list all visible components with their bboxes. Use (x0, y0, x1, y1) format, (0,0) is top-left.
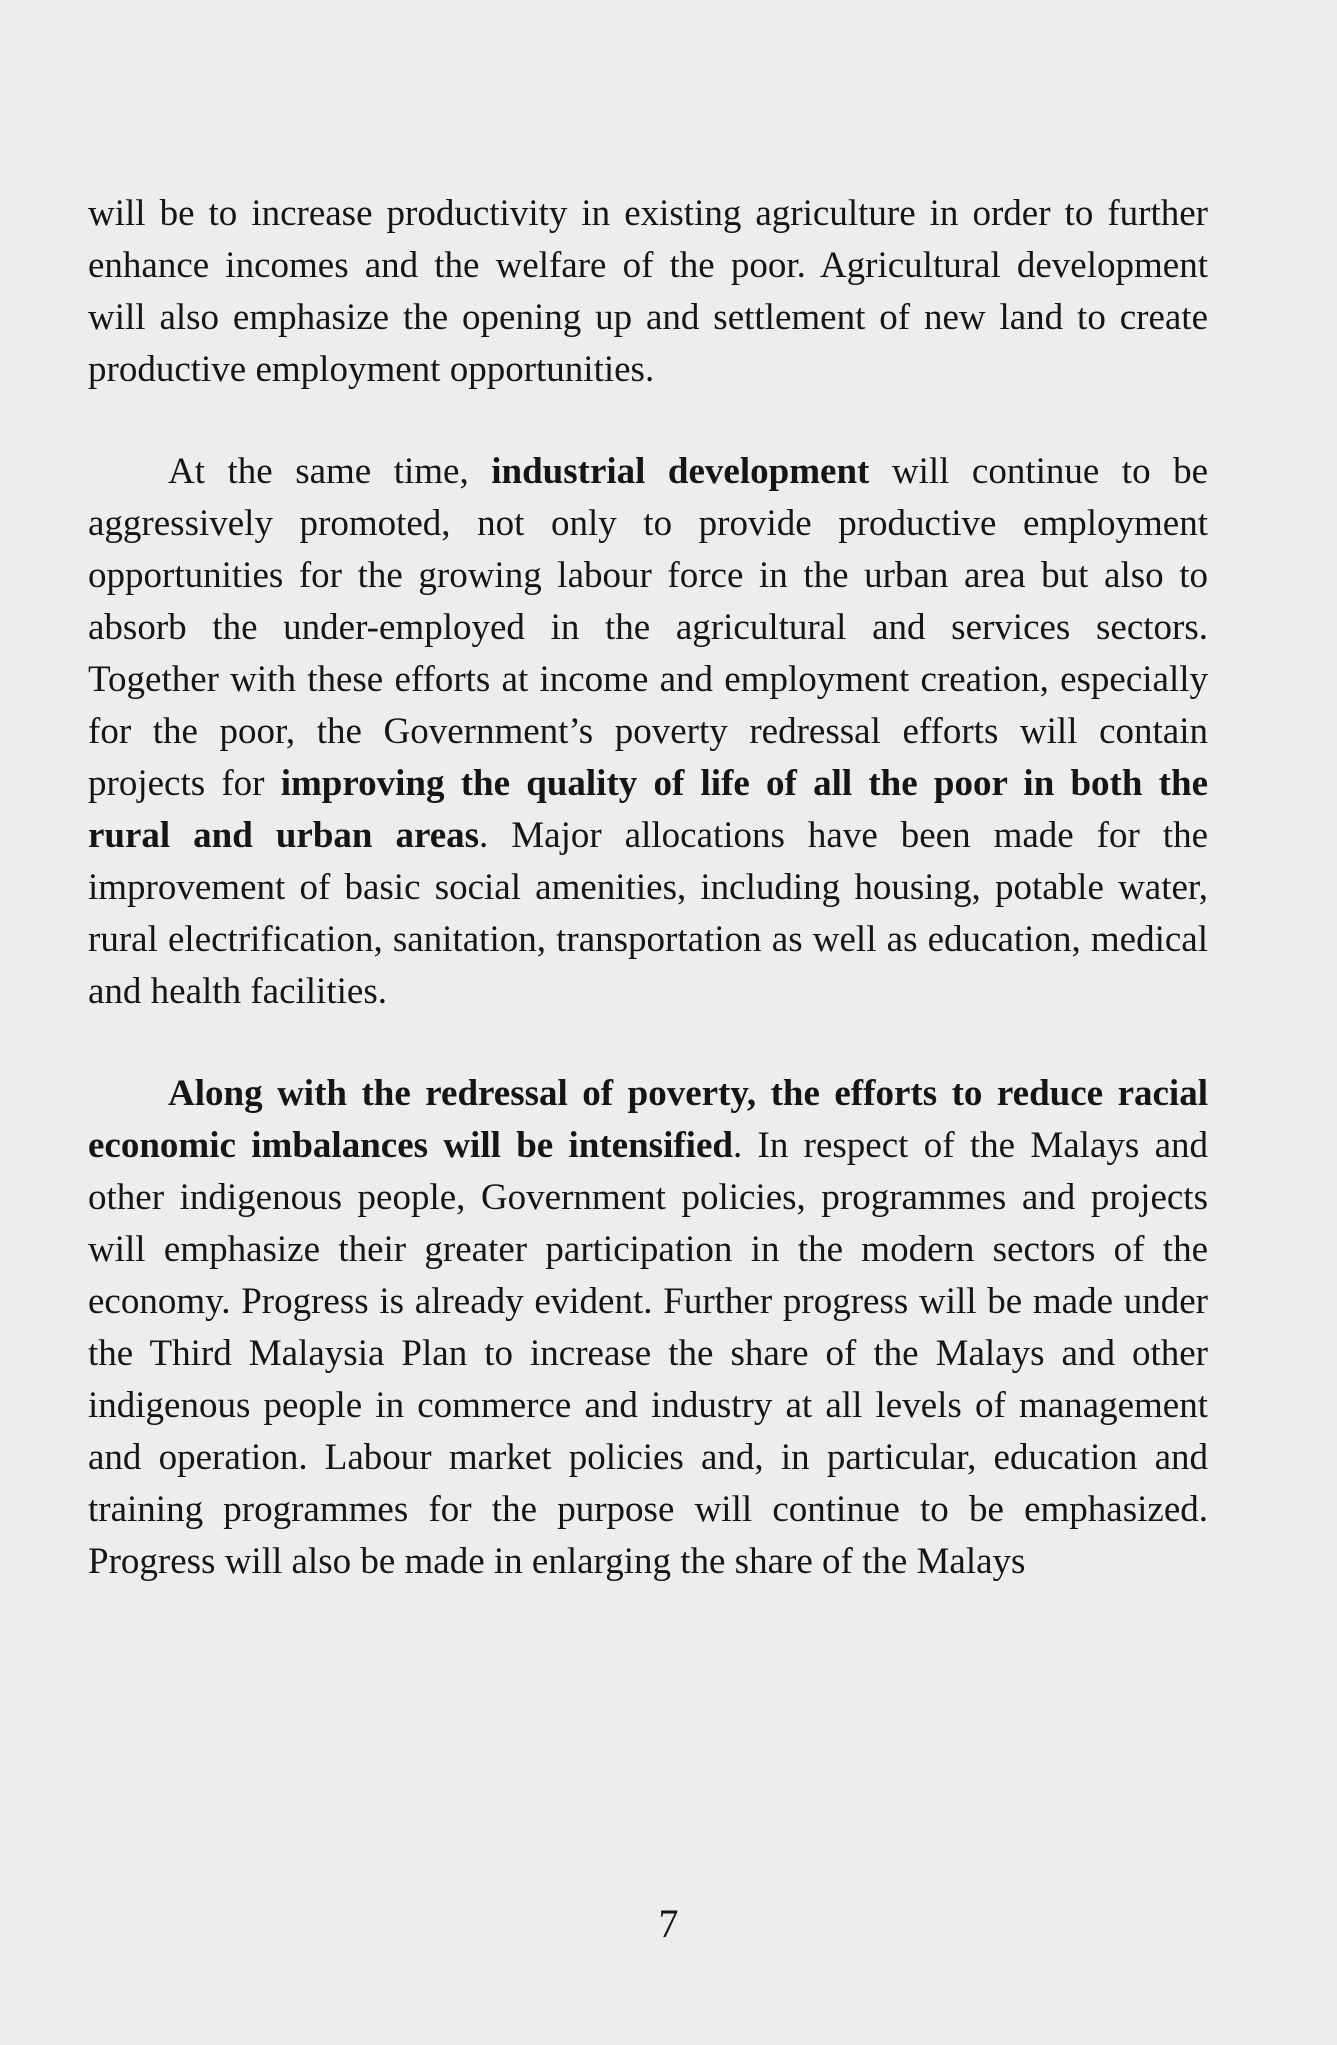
emphasis-industrial-development: industrial development (491, 451, 870, 492)
paragraph-1 (88, 188, 1208, 396)
emphasis-quality-of-life: improving the quality of life of all the poor in both the rural and urban areas (88, 763, 1208, 856)
paragraph-2 (88, 446, 1208, 1018)
paragraph-3 (88, 1068, 1208, 1588)
paragraph-3-text: . In respect of the Malays and other indigenous people, Government policies, programmes and projects will emphasize their greater participation in the modern sectors of the economy. Progress is already evident. Further progress will be made under the Third Malaysia Plan to increase the share of the Malays and other indigenous people in commerce and industry at all levels of management and operation. Labour market policies and, in particular, education and training programmes for the purpose will continue to be emphasized. Progress will also be made in enlarging the share of the Malays (88, 1125, 1208, 1582)
paragraph-2-text-a: At the same time, (168, 451, 492, 492)
emphasis-racial-imbalances: Along with the redressal of poverty, the efforts to reduce racial economic imbalances will be intensified (88, 1073, 1208, 1166)
page-number: 7 (658, 1901, 679, 1946)
paragraph-2-text-c: . Major allocations have been made for the improvement of basic social amenities, including housing, potable water, rural electrification, sanitation, transportation as well as education, medical and health facilities. (88, 815, 1208, 1012)
paragraph-1-text: will be to increase productivity in existing agriculture in order to further enhance incomes and the welfare of the poor. Agricultural development will also emphasize the opening up and settlement of new land to create productive employment opportunities. (88, 193, 1208, 390)
body-text (88, 188, 1208, 1588)
paragraph-2-text-b: will continue to be aggressively promoted, not only to provide productive employment opportunities for the growing labour force in the urban area but also to absorb the under-employed in the agricultural and services sectors. Together with these efforts at income and employment creation, especially for the poor, the Government’s poverty redressal efforts will contain projects for (88, 451, 1208, 804)
